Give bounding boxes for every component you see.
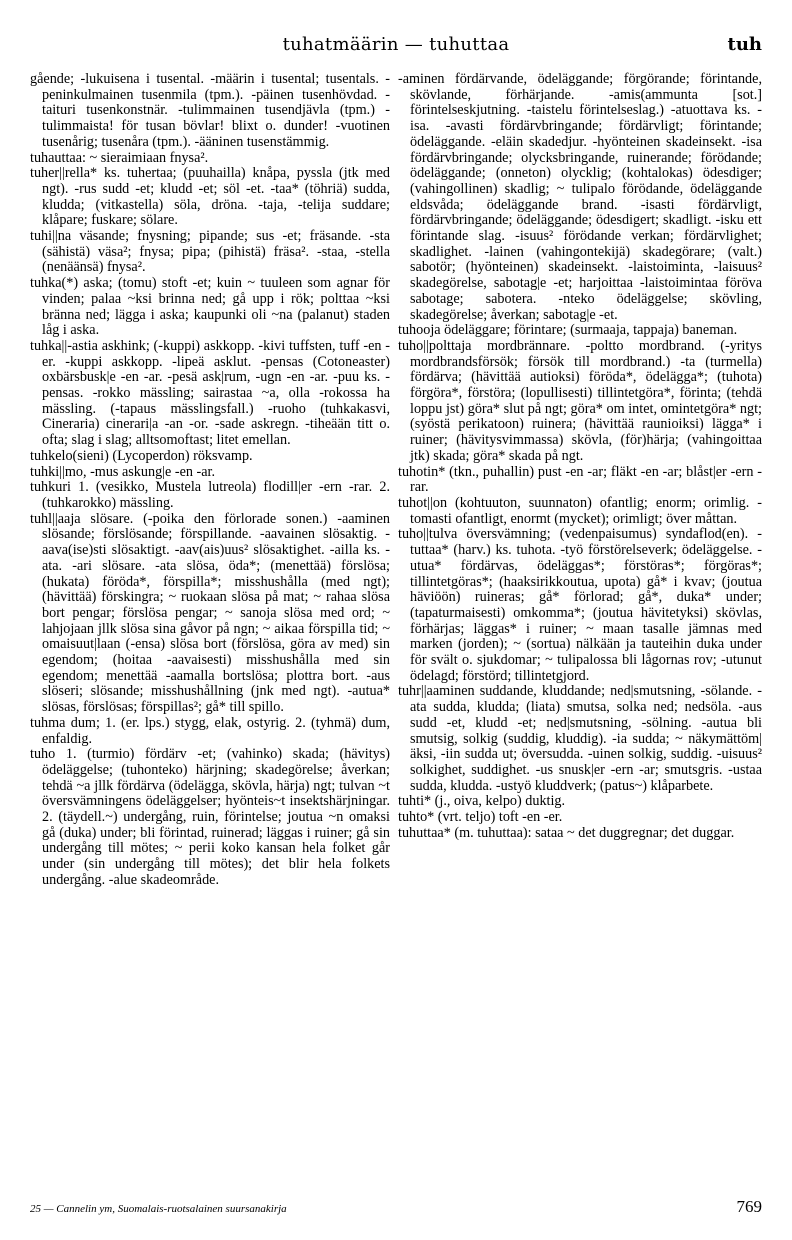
entry: tuhto* (vrt. teljo) toft -en -er. <box>398 809 563 826</box>
entry: tuhka(*) aska; (tomu) stoft -et; kuin ~ tuuleen som agnar för vinden; palaa ~ksi brinna ned; gå upp i rök; polttaa ~ksi bränna ned; lägga i aska; kaupunki oli ~na (palanut) staden låg i aska. <box>30 275 390 339</box>
right-column <box>398 72 762 841</box>
entry: tuhot||on (kohtuuton, suunnaton) ofantlig; enorm; orimlig. -tomasti ofantligt, enormt (mycket); orimligt; över måttan. <box>398 494 762 527</box>
entry: tuhooja ödeläggare; förintare; (surmaaja, tappaja) baneman. <box>398 322 738 339</box>
entry: tuhki||mo, -mus askung|e -en -ar. <box>30 463 216 480</box>
entry: tuher||rella* ks. tuhertaa; (puuhailla) knåpa, pyssla (jtk med ngt). -rus sudd -et; kludd -et; söl -et. -taa* (töhriä) sudda, kludda; (vitkastella) söla, dröna. -taja, -telija suddare; klåpare; fuskare; sölare. <box>30 165 390 229</box>
left-column <box>30 72 390 889</box>
page-number: 769 <box>736 1197 762 1216</box>
printer-signature: 25 — Cannelin ym, Suomalais-ruotsalainen suursanakirja <box>30 1203 287 1215</box>
entry: gående; -lukuisena i tusental. -määrin i tusental; tusentals. -peninkulmainen tusenmila (tpm.). -päinen tusenhövdad. -taituri tusenkonstnär. -tulimmainen tusendjävla (tpm.) -tulimmaista! för tusan bövlar! blixt o. dunder! -vuotinen tusenårig; tusenåra (tpm.). -ääninen tusenstämmig. <box>30 71 390 150</box>
entry: tuhkelo(sieni) (Lycoperdon) röksvamp. <box>30 447 253 464</box>
entry: tuho||tulva översvämning; (vedenpaisumus) syndaflod(en). -tuttaa* (harv.) ks. tuhota. -työ förstörelseverk; ödeläggelse. -utua* fördärvas, ödeläggas*; förstöras*; förgöras*; tillintetgöras*; (haaksirikkoutua, upota) gå* i kvav; (joutua häviöön) ruineras; gå* förlorad; gå*, duka* under; (tapaturmaisesti) omkomma*; (joutua hävitetyksi) skövlas, förhärjas; läggas* i ruiner; ~ maan tasalle jämnas med marken (jorden); ~ (sortua) nälkään ja tauteihin duka under för svält o. sjukdomar; ~ tulipalossa bli lågornas rov; -utunut ödelagd; förstörd; tillintetgjord. <box>398 526 762 684</box>
entry: tuho||polttaja mordbrännare. -poltto mordbrand. (-yritys mordbrandsförsök; försök till mordbrand.) -ta (turmella) fördärva; (hävittää autioksi) föröda*, ödelägga*; (tuhota) förgöra*, förstöra; (lopullisesti) tillintetgöra*, förinta; (tehdä loppu jst) göra* slut på ngt; göra* om intet, omintetgöra* ngt; (syöstä perikatoon) ruinera; (hävittää raunioiksi) lägga* i ruiner; (hävitysvimmassa) skövla, (för)härja; (vahingoittaa jtk) skada; göra* skada på ngt. <box>398 337 762 464</box>
entry: tuhti* (j., oiva, kelpo) duktig. <box>398 793 566 810</box>
entry: -aminen fördärvande, ödeläggande; förgörande; förintande, skövlande, förhärjande. -amis(ammunta [sot.] förintelseskjutning. -taistelu förintelseslag.) -atuottava ks. -isa. -avasti fördärvbringande; fördärvligt; förintande; ödeläggande. -eläin skadedjur. -hyönteinen skadeinsekt. -isa fördärvbringande; olycksbringande, ruinerande; förödande; ödeläggande; (onneton) olycklig; (kohtalokas) ödesdiger; (vahingollinen) skadlig; ~ tulipalo förödande, ödeläggande eldsvåda; ödeläggande brand. -isasti fördärvligt, fördärvbringande; ödeläggande; ödesdigert; skadligt. -isku ett förintande slag. -isuus² förödande verkan; fördärvlighet; skadlighet. -lainen (vahingontekijä) skadegörare; (valt.) sabotör; (hyönteinen) skadeinsekt. -laistoiminta, -laisuus² skadegörelse, sabotag|e -et; harjoittaa -laistoimintaa föröva sabotage; sabotera. -nteko ödeläggelse; skövling, skadegörelse; åverkan; sabotag|e -et. <box>398 71 762 323</box>
entry: tuhkuri 1. (vesikko, Mustela lutreola) flodill|er -ern -rar. 2. (tuhkarokko) mässling. <box>30 479 390 511</box>
page-header <box>0 34 792 60</box>
entry: tuho 1. (turmio) fördärv -et; (vahinko) skada; (hävitys) ödeläggelse; (tuhonteko) härjning; skadegörelse; åverkan; tehdä ~a jllk fördärva (ödelägga, skövla, härja) ngt; tulvan ~t översvämningens ödeläggelser; hyönteis~t insektshärjningar. 2. (täydell.~) undergång, ruin, förintelse; joutua ~n omaksi gå (duka) under; bli förintad, ruinerad; läggas i ruiner; gå sin undergång till mötes; ~ perii koko kansan hela folket går under (sin undergång till mötes); det blir hela folkets undergång. -alue skadeområde. <box>30 746 390 888</box>
running-title: tuhatmäärin — tuhuttaa <box>282 34 510 55</box>
entry: tuhl||aaja slösare. (-poika den förlorade sonen.) -aaminen slösande; förslösande; förspillande. -aavainen slösaktig. -aava(ise)sti slösaktigt. -aav(ais)uus² slösaktighet. -ailla ks. -ata. -ari slösare. -ata slösa, öda*; (menettää) förslösa; (hukata) föröda*, förspilla*; misshushålla (med ngt); (hävittää) förskingra; ~ ruokaan slösa på mat; ~ rahaa slösa bort pengar; förslösa pengar; ~ sanoja slösa med ord; ~ lahjojaan jllk slösa sina gåvor på ngn; ~ aikaa förspilla tid; ~ omaisuut|laan (-ensa) slösa bort (förslösa, göra av med) sin egendom; (hoitaa -aavaisesti) misshushålla med sin egendom; menettää -aamalla bortslösa; plottra bort. -aus slöseri; slösande; misshushållning (jnk med ngt). -autua* slösas, förslösas; förspillas²; gå* till spillo. <box>30 510 390 716</box>
guide-word: tuh <box>727 34 762 55</box>
entry: tuhka||-astia askhink; (-kuppi) askkopp. -kivi tuffsten, tuff -en -er. -kuppi askkopp. -lipeä asklut. -pensas (Cotoneaster) oxbärsbusk|e -en -ar. -pesä ask|rum, -ugn -en -ar. -puu ks. -pensas. -rokko mässling; sairastaa ~a, olla -rokossa ha mässling. (-tapaus mässlingsfall.) -ruoho (tuhkakasvi, Cineraria) cinerari|a -an -or. -sade askregn. -tiheään titt o. ofta; slag i slag; alltsomoftast; litet emellan. <box>30 337 390 449</box>
entry: tuhi||na väsande; fnysning; pipande; sus -et; fräsande. -sta (sähistä) väsa²; fnysa; pipa; (pihistä) fräsa². -staa, -stella (nenäänsä) fnysa². <box>30 228 390 276</box>
entry: tuhma dum; 1. (er. lps.) stygg, elak, ostyrig. 2. (tyhmä) dum, enfaldig. <box>30 714 390 747</box>
page-footer <box>30 1197 762 1221</box>
entry: tuhauttaa: ~ sieraimiaan fnysa². <box>30 149 209 166</box>
entry: tuhotin* (tkn., puhallin) pust -en -ar; fläkt -en -ar; blåst|er -ern -rar. <box>398 463 762 496</box>
entry: tuhuttaa* (m. tuhuttaa): sataa ~ det duggregnar; det duggar. <box>398 824 735 841</box>
entry: tuhr||aaminen suddande, kluddande; ned|smutsning, -sölande. -ata sudda, kludda; (liata) smutsa, solka ned; nedsöla. -aus sudd -et, kludd -et; ned|smutsning, -sölning. -autua bli smutsig, solkig (suddig, kluddig). -ia sudda; ~ näkymättöm|äksi, -iin sudda ut; översudda. -uinen solkig, suddig. -uisuus² solkighet, suddighet. -us snusk|er -ern -ar; smutsgris. -ustaa sudda, kludda. -ustyö kluddverk; (patus~) klåparbete. <box>398 683 762 794</box>
